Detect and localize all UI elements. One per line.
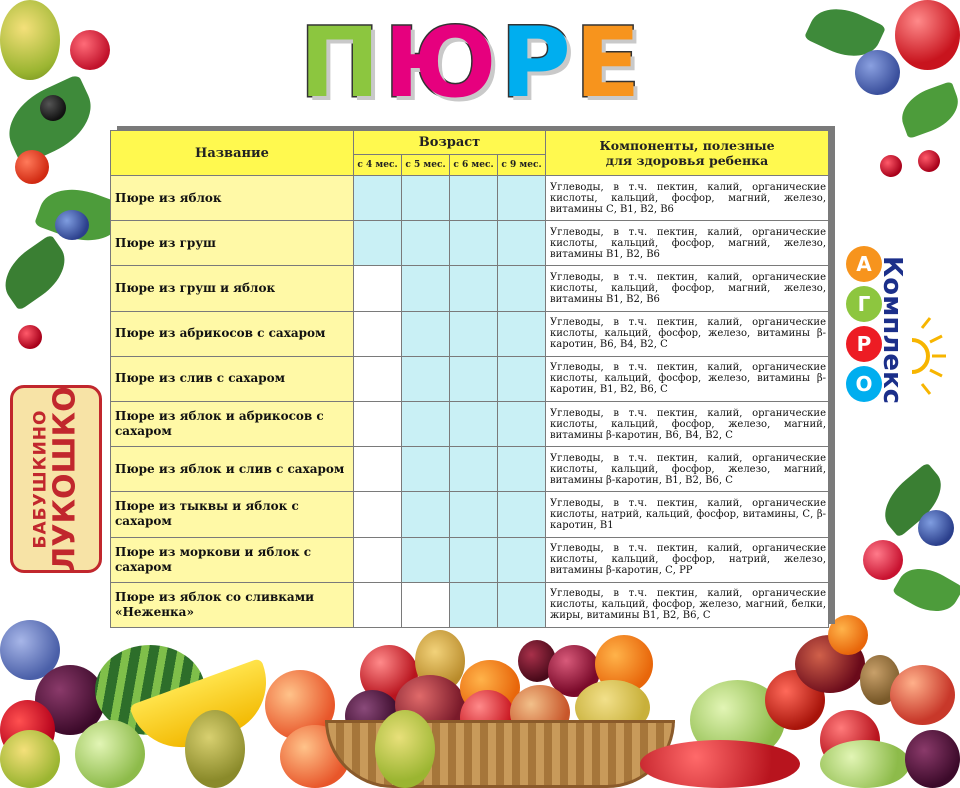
age-cell-empty	[354, 582, 402, 627]
puree-table	[110, 130, 828, 628]
age-cell-filled	[450, 356, 498, 401]
table-row	[111, 266, 829, 311]
logo-brand-text: Комплекс	[877, 255, 907, 405]
logo-line-2: ЛУКОШКО	[48, 386, 83, 572]
age-cell-filled	[498, 492, 546, 537]
leaf-decor	[895, 81, 960, 139]
puree-components: Углеводы, в т.ч. пектин, калий, органические кислоты, натрий, кальций, фосфор, витамины, С, β-каротин, В1	[546, 492, 829, 537]
header-age-5: с 5 мес.	[402, 155, 450, 176]
puree-name: Пюре из абрикосов с сахаром	[111, 311, 354, 356]
puree-components: Углеводы, в т.ч. пектин, калий, органические кислоты, кальций, фосфор, магний, железо, витамины В1, В2, В6	[546, 221, 829, 266]
age-cell-empty	[354, 492, 402, 537]
logo-line-1: БАБУШКИНО	[31, 409, 51, 549]
table-row	[111, 492, 829, 537]
age-cell-filled	[450, 401, 498, 446]
age-cell-empty	[354, 537, 402, 582]
age-cell-filled	[450, 582, 498, 627]
table-row	[111, 176, 829, 221]
header-components	[546, 131, 829, 176]
age-cell-filled	[450, 176, 498, 221]
age-cell-empty	[354, 447, 402, 492]
raspberry-decor	[70, 30, 110, 70]
title-letter: Е	[574, 7, 641, 119]
puree-components: Углеводы, в т.ч. пектин, калий, органические кислоты, кальций, фосфор, магний, железо, витамины С, В1, В2, В6	[546, 176, 829, 221]
header-components-line2: для здоровья ребенка	[605, 153, 769, 168]
age-cell-filled	[498, 176, 546, 221]
currant-decor	[40, 95, 66, 121]
puree-components: Углеводы, в т.ч. пектин, калий, органические кислоты, кальций, фосфор, натрий, железо, витамины β-каротин, С, РР	[546, 537, 829, 582]
age-cell-filled	[450, 311, 498, 356]
header-age-4: с 4 мес.	[354, 155, 402, 176]
grapes-decor	[855, 50, 900, 95]
header-name: Название	[111, 131, 354, 176]
age-cell-filled	[450, 447, 498, 492]
sun-icon	[908, 316, 948, 396]
page-title	[290, 8, 650, 118]
grapes-green-decor	[820, 740, 910, 788]
pear-decor	[375, 710, 435, 788]
berries-decor-right	[838, 470, 960, 630]
puree-name: Пюре из яблок со сливками «Неженка»	[111, 582, 354, 627]
grapes-green-decor	[75, 720, 145, 788]
age-cell-filled	[498, 311, 546, 356]
table-row	[111, 582, 829, 627]
age-cell-filled	[402, 311, 450, 356]
puree-components: Углеводы, в т.ч. пектин, калий, органические кислоты, кальций, фосфор, железо, магний, витамины β-каротин, В1, В2, В6, С	[546, 447, 829, 492]
age-cell-filled	[402, 447, 450, 492]
logo-kompleks-agro	[846, 242, 946, 418]
blueberries-decor	[918, 510, 954, 546]
title-letter: П	[299, 7, 380, 119]
table-row	[111, 447, 829, 492]
age-cell-filled	[450, 492, 498, 537]
age-cell-filled	[354, 176, 402, 221]
table-row	[111, 221, 829, 266]
age-cell-filled	[402, 266, 450, 311]
age-cell-filled	[450, 266, 498, 311]
agro-letter-circle: А	[846, 246, 882, 282]
pear-decor	[0, 0, 60, 80]
puree-table-grid	[110, 130, 829, 628]
header-age-6: с 6 мес.	[450, 155, 498, 176]
header-components-line1: Компоненты, полезные	[599, 138, 775, 153]
grapes-decor	[905, 730, 960, 788]
puree-components: Углеводы, в т.ч. пектин, калий, органические кислоты, кальций, фосфор, железо, витамины β-каротин, В6, В4, В2, С	[546, 311, 829, 356]
title-letter: Ю	[383, 7, 497, 119]
fruit-basket-decor	[0, 610, 960, 788]
table-row	[111, 356, 829, 401]
table-row	[111, 537, 829, 582]
puree-components: Углеводы, в т.ч. пектин, калий, органические кислоты, кальций, фосфор, магний, железо, витамины В1, В2, В6	[546, 266, 829, 311]
age-cell-filled	[450, 537, 498, 582]
puree-name: Пюре из моркови и яблок с сахаром	[111, 537, 354, 582]
age-cell-filled	[498, 221, 546, 266]
berries-red-decor	[863, 540, 903, 580]
age-cell-empty	[354, 266, 402, 311]
puree-name: Пюре из тыквы и яблок с сахаром	[111, 492, 354, 537]
age-cell-filled	[498, 356, 546, 401]
header-age-9: с 9 мес.	[498, 155, 546, 176]
age-cell-filled	[402, 176, 450, 221]
puree-components: Углеводы, в т.ч. пектин, калий, органические кислоты, кальций, фосфор, железо, магний, белки, жиры, витамины В1, В2, В6, С	[546, 582, 829, 627]
agro-letter-circle: О	[846, 366, 882, 402]
puree-name: Пюре из груш и яблок	[111, 266, 354, 311]
age-cell-filled	[498, 266, 546, 311]
age-cell-filled	[402, 492, 450, 537]
table-row	[111, 401, 829, 446]
pear-decor	[185, 710, 245, 788]
age-cell-filled	[354, 221, 402, 266]
cherry-decor	[918, 150, 940, 172]
age-cell-filled	[402, 356, 450, 401]
orange-decor	[828, 615, 868, 655]
berries-red-decor	[15, 150, 49, 184]
agro-letter-circle: Р	[846, 326, 882, 362]
leaf-decor	[0, 234, 77, 311]
age-cell-filled	[402, 537, 450, 582]
age-cell-empty	[354, 401, 402, 446]
header-age: Возраст	[354, 131, 546, 155]
pear-decor	[0, 730, 60, 788]
age-cell-filled	[498, 401, 546, 446]
age-cell-empty	[402, 582, 450, 627]
age-cell-filled	[450, 221, 498, 266]
age-cell-filled	[498, 582, 546, 627]
cherry-decor	[880, 155, 902, 177]
age-cell-filled	[498, 537, 546, 582]
age-cell-filled	[402, 221, 450, 266]
cherry-decor	[18, 325, 42, 349]
puree-name: Пюре из яблок и слив с сахаром	[111, 447, 354, 492]
puree-name: Пюре из яблок	[111, 176, 354, 221]
title-letter: Р	[500, 7, 571, 119]
puree-components: Углеводы, в т.ч. пектин, калий, органические кислоты, кальций, фосфор, железо, витамины β-каротин, В1, В2, В6, С	[546, 356, 829, 401]
cherries-decor	[640, 740, 800, 788]
puree-components: Углеводы, в т.ч. пектин, калий, органические кислоты, кальций, фосфор, железо, магний, витамины β-каротин, В6, В4, В2, С	[546, 401, 829, 446]
blueberries-decor	[55, 210, 89, 240]
apple-decor	[890, 665, 955, 725]
puree-name: Пюре из слив с сахаром	[111, 356, 354, 401]
age-cell-empty	[354, 311, 402, 356]
age-cell-empty	[354, 356, 402, 401]
age-cell-filled	[498, 447, 546, 492]
age-cell-filled	[402, 401, 450, 446]
logo-babushkino-lukoshko	[10, 385, 102, 573]
agro-letter-circle: Г	[846, 286, 882, 322]
puree-name: Пюре из груш	[111, 221, 354, 266]
puree-name: Пюре из яблок и абрикосов с сахаром	[111, 401, 354, 446]
apple-decor	[895, 0, 960, 70]
table-row	[111, 311, 829, 356]
